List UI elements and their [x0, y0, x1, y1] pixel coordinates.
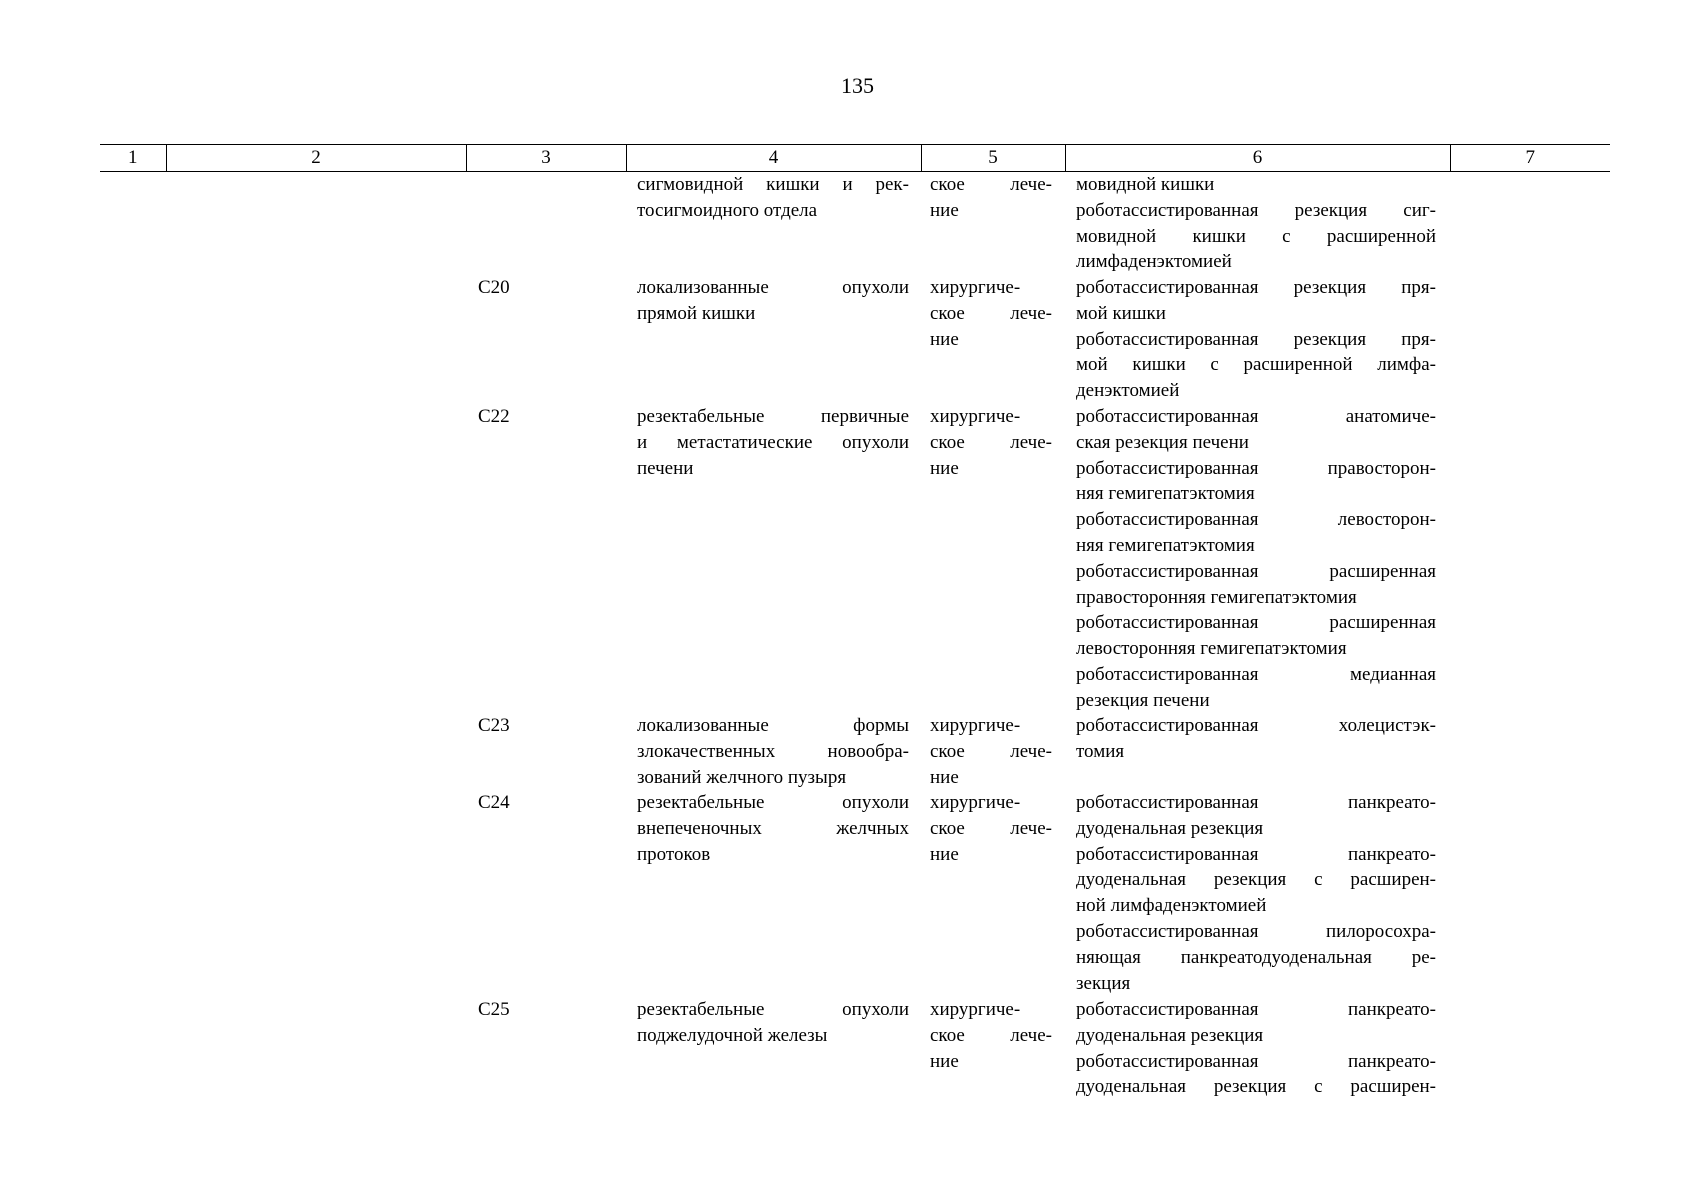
cell-text-line: няя гемигепатэктомия [1076, 535, 1255, 556]
cell-text-line: роботассистированная медианная [1076, 664, 1436, 685]
cell-text-line: ское лече- [930, 302, 1052, 324]
cell-text-line: ние [930, 1050, 959, 1072]
column-number-6: 6 [1065, 145, 1450, 172]
column-number-2: 2 [166, 145, 466, 172]
cell-text-line: ние [930, 457, 959, 479]
diagnosis-code: C25 [478, 999, 510, 1020]
cell-text-line: роботассистированная резекция пря- [1076, 328, 1436, 350]
cell-text-line: прямой кишки [637, 302, 756, 324]
cell-text-line: резектабельные опухоли [637, 999, 909, 1020]
cell-text-line: няя гемигепатэктомия [1076, 483, 1255, 505]
cell-text-line: роботассистированная панкреато- [1076, 1050, 1436, 1072]
cell-text-line: ская резекция печени [1076, 431, 1249, 453]
cell-text-line: резекция печени [1076, 689, 1210, 711]
cell-text-line: роботассистированная панкреато- [1076, 843, 1436, 865]
column-number-4: 4 [626, 145, 921, 172]
column-number-header [100, 144, 1610, 172]
cell-text-line: сигмовидной кишки и рек- [637, 174, 909, 195]
cell-text-line: и метастатические опухоли [637, 431, 909, 453]
cell-text-line: ние [930, 843, 959, 865]
cell-text-line: няющая панкреатодуоденальная ре- [1076, 946, 1436, 968]
cell-text-line: роботассистированная расширенная [1076, 560, 1436, 582]
cell-text-line: ной лимфаденэктомией [1076, 895, 1267, 917]
cell-text-line: ское лече- [930, 1024, 1052, 1046]
cell-text-line: мовидной кишки с расширенной [1076, 225, 1436, 247]
cell-text-line: зований желчного пузыря [637, 766, 847, 788]
cell-text-line: роботассистированная резекция сиг- [1076, 199, 1436, 221]
column-number-7: 7 [1450, 145, 1610, 172]
cell-text-line: печени [637, 457, 694, 479]
cell-text-line: мой кишки с расширенной лимфа- [1076, 354, 1436, 376]
diagnosis-code: C23 [478, 715, 510, 736]
cell-text-line: ние [930, 328, 959, 350]
column-number-1: 1 [100, 145, 166, 172]
cell-text-line: дуоденальная резекция [1076, 1024, 1264, 1046]
cell-text-line: дуоденальная резекция [1076, 817, 1264, 839]
cell-text-line: резектабельные первичные [637, 406, 909, 427]
cell-text-line: денэктомией [1076, 380, 1180, 402]
cell-text-line: роботассистированная правосторон- [1076, 457, 1436, 479]
cell-text-line: роботассистированная панкреато- [1076, 792, 1436, 813]
cell-text-line: локализованные опухоли [637, 277, 909, 298]
cell-text-line: мовидной кишки [1076, 174, 1215, 195]
column-number-3: 3 [466, 145, 626, 172]
cell-text-line: хирургиче- [930, 792, 1021, 813]
cell-text-line: хирургиче- [930, 277, 1021, 298]
cell-text-line: левосторонняя гемигепатэктомия [1076, 638, 1347, 660]
page-number: 135 [841, 73, 874, 98]
cell-text-line: роботассистированная пилоросохра- [1076, 921, 1436, 942]
cell-text-line: мой кишки [1076, 302, 1166, 324]
cell-text-line: роботассистированная панкреато- [1076, 999, 1436, 1020]
cell-text-line: роботассистированная расширенная [1076, 612, 1436, 634]
cell-text-line: хирургиче- [930, 406, 1021, 427]
cell-text-line: резектабельные опухоли [637, 792, 909, 813]
cell-text-line: ское лече- [930, 431, 1052, 453]
cell-text-line: внепеченочных желчных [637, 817, 909, 839]
cell-text-line: дуоденальная резекция с расширен- [1076, 869, 1436, 891]
cell-text-line: поджелудочной железы [637, 1024, 828, 1046]
cell-text-line: хирургиче- [930, 999, 1021, 1020]
cell-text-line: роботассистированная холецистэк- [1076, 715, 1436, 736]
cell-text-line: хирургиче- [930, 715, 1021, 736]
cell-text-line: тосигмоидного отдела [637, 199, 818, 221]
diagnosis-code: C20 [478, 277, 510, 298]
cell-text-line: ние [930, 199, 959, 221]
cell-text-line: злокачественных новообра- [637, 740, 909, 762]
cell-text-line: лимфаденэктомией [1076, 251, 1232, 273]
diagnosis-code: C24 [478, 792, 510, 813]
cell-text-line: роботассистированная левосторон- [1076, 509, 1436, 531]
cell-text-line: локализованные формы [637, 715, 909, 736]
cell-text-line: дуоденальная резекция с расширен- [1076, 1076, 1436, 1098]
cell-text-line: зекция [1076, 972, 1131, 994]
cell-text-line: роботассистированная анатомиче- [1076, 406, 1436, 427]
diagnosis-code: C22 [478, 406, 510, 427]
cell-text-line: ское лече- [930, 740, 1052, 762]
cell-text-line: роботассистированная резекция пря- [1076, 277, 1436, 298]
cell-text-line: ское лече- [930, 817, 1052, 839]
column-number-5: 5 [921, 145, 1065, 172]
cell-text-line: правосторонняя гемигепатэктомия [1076, 586, 1357, 608]
cell-text-line: ние [930, 766, 959, 788]
cell-text-line: ское лече- [930, 174, 1052, 195]
cell-text-line: томия [1076, 740, 1125, 762]
cell-text-line: протоков [637, 843, 711, 865]
